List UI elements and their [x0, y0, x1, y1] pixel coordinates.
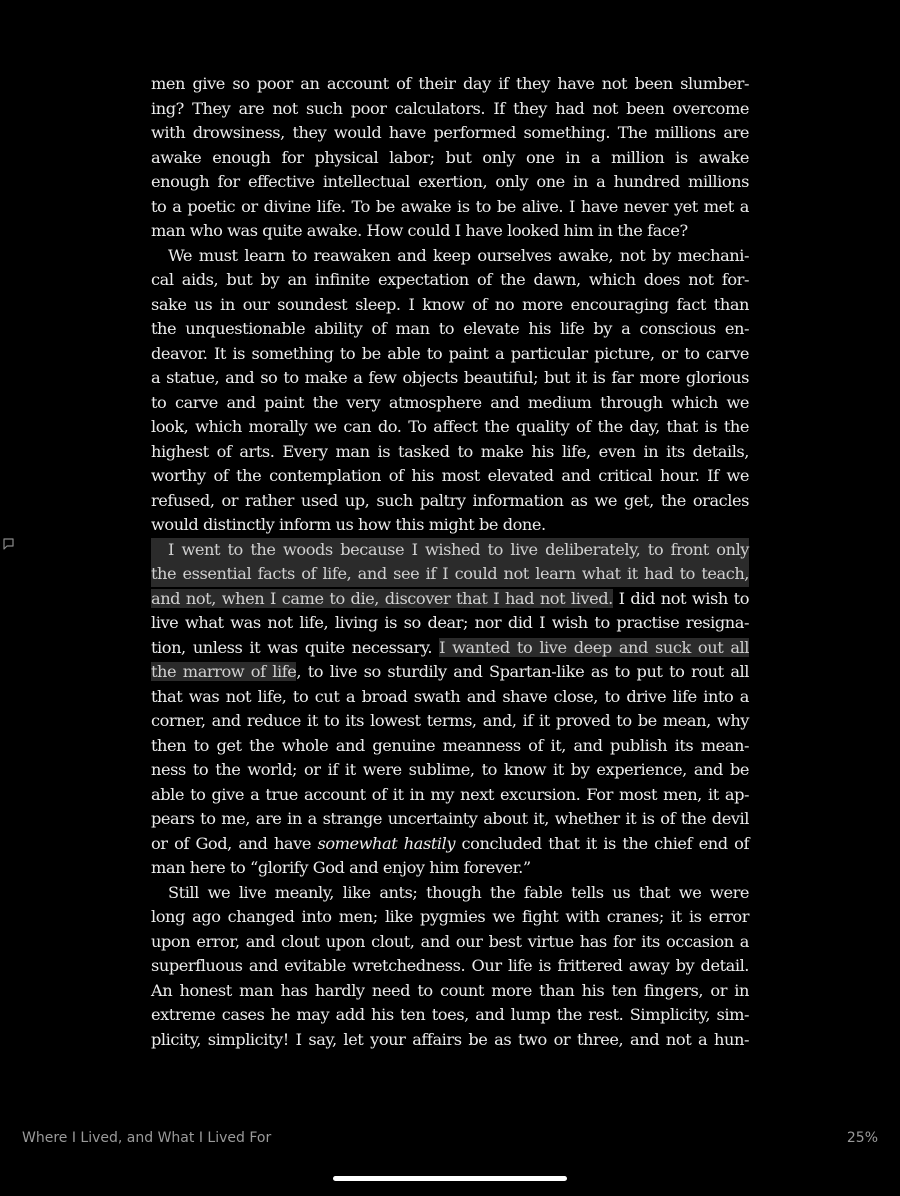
text-line: superfluous and evitable wretchedness. Our life is frittered away by detail.	[151, 956, 749, 975]
text-line: awake enough for physical labor; but only one in a million is awake	[151, 147, 749, 167]
text-line: highest of arts. Every man is tasked to make his life, even in its details,	[151, 441, 749, 461]
reading-progress: 25%	[846, 1130, 878, 1146]
text-line: enough for effective intellectual exertion, only one in a hundred millions	[151, 172, 749, 191]
text-line: Still we live meanly, like ants; though the fable tells us that we were	[168, 882, 749, 902]
text-line: to carve and paint the very atmosphere and medium through which we	[151, 392, 749, 412]
highlight-span[interactable]: I wanted to live deep and suck out all	[439, 637, 749, 657]
text-line: tion, unless it was quite necessary. I wanted to live deep and suck out all	[151, 637, 749, 657]
text-line: men give so poor an account of their day if they have not been slumber-	[151, 74, 749, 93]
italic-text: somewhat hastily	[317, 833, 456, 853]
text-line: live what was not life, living is so dear; nor did I wish to practise resigna-	[151, 613, 749, 632]
text-line: man here to “glorify God and enjoy him forever.”	[151, 858, 531, 877]
home-indicator[interactable]	[333, 1176, 567, 1181]
text-line: or of God, and have somewhat hastily concluded that it is the chief end of	[151, 833, 749, 853]
text-line: refused, or rather used up, such paltry information as we get, the oracles	[151, 490, 749, 510]
text-line: deavor. It is something to be able to paint a particular picture, or to carve	[151, 343, 749, 363]
note-icon[interactable]	[3, 537, 14, 549]
highlighted-line[interactable]: the essential facts of life, and see if I could not learn what it had to teach,	[151, 562, 749, 587]
text-line: upon error, and clout upon clout, and our best virtue has for its occasion a	[151, 931, 749, 951]
text-line: the unquestionable ability of man to elevate his life by a conscious en-	[151, 319, 749, 338]
text-line: able to give a true account of it in my next excursion. For most men, it ap-	[151, 784, 749, 804]
text-line: sake us in our soundest sleep. I know of no more encouraging fact than	[151, 294, 749, 314]
text-line: An honest man has hardly need to count more than his ten fingers, or in	[151, 980, 749, 1000]
text-line: look, which morally we can do. To affect the quality of the day, that is the	[151, 417, 749, 436]
text-line: We must learn to reawaken and keep ourselves awake, not by mechani-	[168, 245, 749, 265]
text-line: the marrow of life, to live so sturdily and Spartan-like as to put to rout all	[151, 662, 750, 681]
chapter-title[interactable]: Where I Lived, and What I Lived For	[22, 1130, 272, 1146]
text-line: plicity, simplicity! I say, let your affairs be as two or three, and not a hun-	[151, 1029, 749, 1049]
text-line: and not, when I came to die, discover that I had not lived. I did not wish to	[151, 588, 749, 608]
text-line: that was not life, to cut a broad swath and shave close, to drive life into a	[151, 686, 749, 706]
text-line: ing? They are not such poor calculators. If they had not been overcome	[151, 98, 749, 118]
text-line: a statue, and so to make a few objects beautiful; but it is far more glorious	[151, 368, 749, 387]
text-line: corner, and reduce it to its lowest terms, and, if it proved to be mean, why	[151, 711, 749, 730]
highlight-span[interactable]: and not, when I came to die, discover that I had not lived.	[151, 588, 613, 608]
text-line: then to get the whole and genuine meanness of it, and publish its mean-	[151, 735, 749, 755]
text-line: would distinctly inform us how this might be done.	[151, 515, 546, 534]
text-line: long ago changed into men; like pygmies we fight with cranes; it is error	[151, 907, 749, 926]
highlight-span[interactable]: the marrow of life	[151, 662, 297, 681]
text-line: ness to the world; or if it were sublime, to know it by experience, and be	[151, 760, 749, 779]
highlighted-line[interactable]: I went to the woods because I wished to live deliberately, to front only	[151, 538, 749, 563]
text-line: with drowsiness, they would have performed something. The millions are	[151, 123, 749, 142]
text-line: cal aids, but by an infinite expectation of the dawn, which does not for-	[151, 270, 749, 289]
text-line: extreme cases he may add his ten toes, and lump the rest. Simplicity, sim-	[151, 1005, 749, 1024]
text-line: to a poetic or divine life. To be awake is to be alive. I have never yet met a	[151, 196, 749, 216]
text-line: worthy of the contemplation of his most elevated and critical hour. If we	[151, 466, 749, 485]
text-line: pears to me, are in a strange uncertainty about it, whether it is of the devil	[151, 809, 749, 828]
text-line: man who was quite awake. How could I have looked him in the face?	[151, 221, 688, 240]
